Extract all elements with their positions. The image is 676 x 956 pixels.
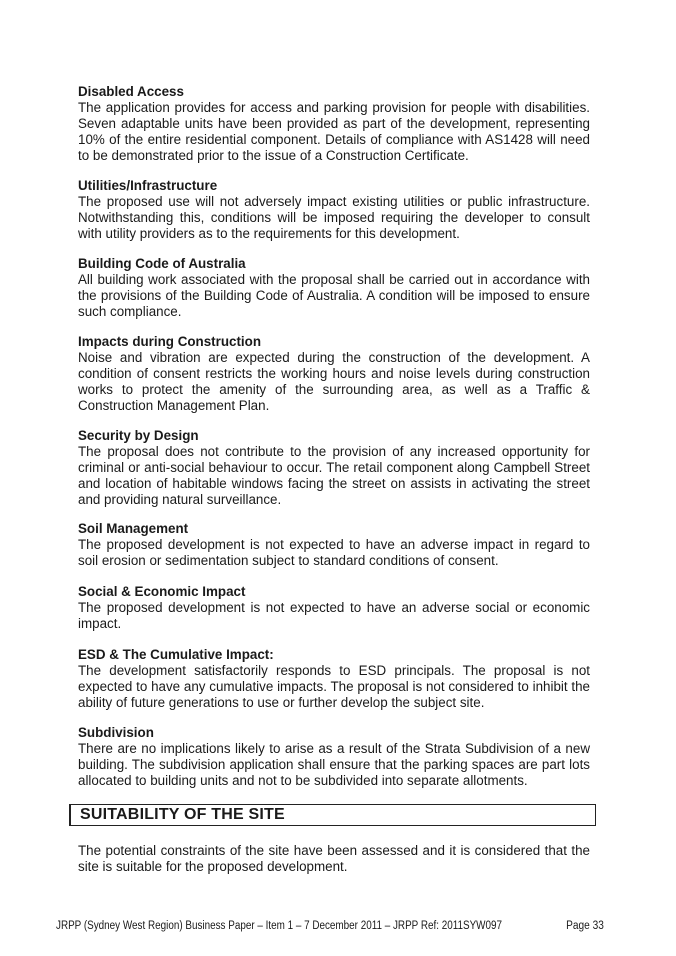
section-body: Noise and vibration are expected during the construction of the development. A condition of consent restricts the working hours and noise levels during construction works to protect the amenity of the surrounding area, as well as a Traffic & Construction Management Plan. <box>78 350 590 413</box>
section-security-design <box>78 428 590 508</box>
section-body: All building work associated with the proposal shall be carried out in accordance with the provisions of the Building Code of Australia. A condition will be imposed to ensure such compliance. <box>78 272 590 319</box>
section-impacts-construction <box>78 334 590 414</box>
section-body: The proposal does not contribute to the provision of any increased opportunity for criminal or anti-social behaviour to occur. The retail component along Campbell Street and location of habitable windows facing the street on assists in activating the street and providing natural surveillance. <box>78 444 590 507</box>
section-heading: Disabled Access <box>78 84 184 99</box>
section-heading: Security by Design <box>78 428 199 443</box>
section-body: The proposed use will not adversely impact existing utilities or public infrastructure. Notwithstanding this, conditions will be imposed requiring the developer to consult with utility providers as to the requirements for this development. <box>78 194 590 241</box>
section-subdivision <box>78 725 590 789</box>
section-heading: Social & Economic Impact <box>78 584 246 599</box>
section-heading: Subdivision <box>78 725 154 740</box>
section-body: The proposed development is not expected to have an adverse impact in regard to soil erosion or sedimentation subject to standard conditions of consent. <box>78 537 590 568</box>
section-body: The proposed development is not expected to have an adverse social or economic impact. <box>78 600 590 631</box>
section-heading: Impacts during Construction <box>78 334 262 349</box>
section-body: The application provides for access and parking provision for people with disabilities. Seven adaptable units have been provided as part of the development, representing 10% of the entire residential component. Details of compliance with AS1428 will need to be demonstrated prior to the issue of a Construction Certificate. <box>78 100 590 163</box>
section-building-code <box>78 256 590 320</box>
section-heading: Building Code of Australia <box>78 256 246 271</box>
section-soil-management <box>78 521 590 569</box>
section-heading: Soil Management <box>78 521 189 536</box>
section-banner <box>69 804 596 826</box>
section-heading: Utilities/Infrastructure <box>78 178 218 193</box>
conclusion-paragraph <box>78 843 590 875</box>
section-body: There are no implications likely to arise as a result of the Strata Subdivision of a new building. The subdivision application shall ensure that the parking spaces are part lots allocated to building units and not to be subdivided into separate allotments. <box>78 741 590 788</box>
section-esd-cumulative <box>78 647 590 711</box>
conclusion-text: The potential constraints of the site have been assessed and it is considered that the site is suitable for the proposed development. <box>78 843 590 874</box>
section-social-economic <box>78 584 590 632</box>
banner-title: SUITABILITY OF THE SITE <box>80 806 285 823</box>
section-heading: ESD & The Cumulative Impact: <box>78 647 274 662</box>
section-utilities <box>78 178 590 242</box>
footer-reference: JRPP (Sydney West Region) Business Paper – Item 1 – 7 December 2011 – JRPP Ref: 2011SYW097 <box>56 920 503 932</box>
section-disabled-access <box>78 84 590 164</box>
page-number: Page 33 <box>566 920 604 932</box>
section-body: The development satisfactorily responds to ESD principals. The proposal is not expected to have any cumulative impacts. The proposal is not considered to inhibit the ability of future generations to use or further develop the subject site. <box>78 663 590 710</box>
